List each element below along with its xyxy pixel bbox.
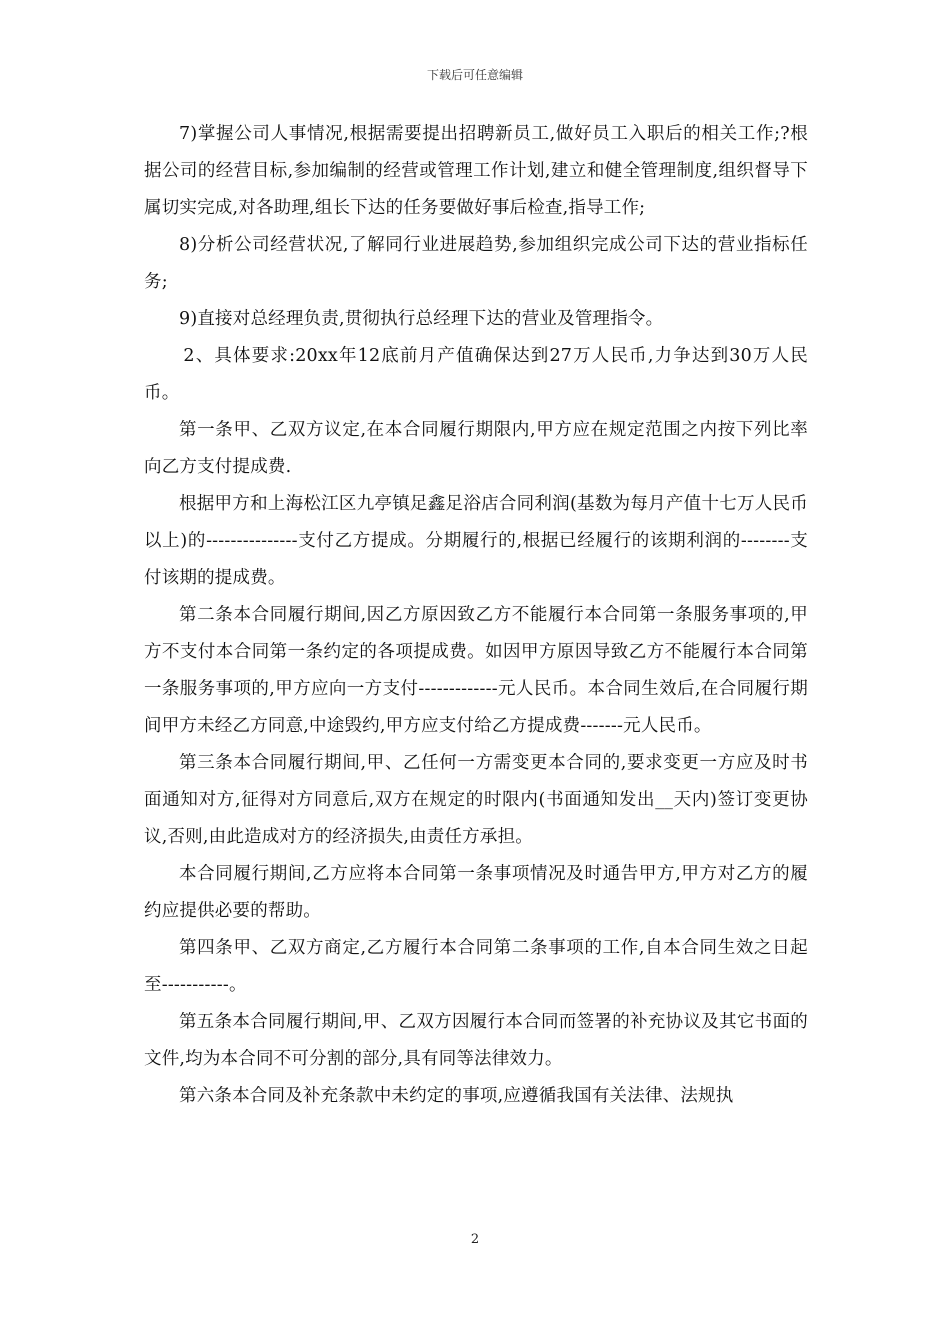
paragraph-item-8: 8)分析公司经营状况,了解同行业进展趋势,参加组织完成公司下达的营业指标任务;: [144, 235, 808, 292]
paragraph-article-4: 第四条甲、乙双方商定,乙方履行本合同第二条事项的工作,自本合同生效之日起至-----------。: [144, 938, 808, 995]
page-header: 下载后可任意编辑: [426, 68, 523, 82]
paragraph-profit-basis: 根据甲方和上海松江区九亭镇足鑫足浴店合同利润(基数为每月产值十七万人民币以上)的---------------支付乙方提成。分期履行的,根据已经履行的该期利润的--------支付该期的提成费。: [144, 494, 808, 588]
paragraph-notification: 本合同履行期间,乙方应将本合同第一条事项情况及时通告甲方,甲方对乙方的履约应提供必要的帮助。: [144, 864, 808, 921]
paragraph-article-2: 第二条本合同履行期间,因乙方原因致乙方不能履行本合同第一条服务事项的,甲方不支付本合同第一条约定的各项提成费。如因甲方原因导致乙方不能履行本合同第一条服务事项的,甲方应向一方支付-------------元人民币。本合同生效后,在合同履行期间甲方未经乙方同意,中途毁约,甲方应支付给乙方提成费-------元人民币。: [144, 605, 808, 736]
paragraph-article-5: 第五条本合同履行期间,甲、乙双方因履行本合同而签署的补充协议及其它书面的文件,均为本合同不可分割的部分,具有同等法律效力。: [144, 1012, 808, 1069]
paragraph-article-6: 第六条本合同及补充条款中未约定的事项,应遵循我国有关法律、法规执: [179, 1086, 734, 1106]
paragraph-article-3: 第三条本合同履行期间,甲、乙任何一方需变更本合同的,要求变更一方应及时书面通知对方,征得对方同意后,双方在规定的时限内(书面通知发出__天内)签订变更协议,否则,由此造成对方的经济损失,由责任方承担。: [144, 753, 808, 847]
paragraph-article-1: 第一条甲、乙双方议定,在本合同履行期限内,甲方应在规定范围之内按下列比率向乙方支付提成费.: [144, 420, 808, 477]
document-body: [144, 116, 808, 1115]
paragraph-item-9: 9)直接对总经理负责,贯彻执行总经理下达的营业及管理指令。: [179, 309, 664, 329]
paragraph-specific-requirements: 2、具体要求:20xx年12底前月产值确保达到27万人民币,力争达到30万人民币。: [144, 346, 808, 403]
page-number: 2: [470, 1232, 480, 1247]
paragraph-item-7: 7)掌握公司人事情况,根据需要提出招聘新员工,做好员工入职后的相关工作;?根据公司的经营目标,参加编制的经营或管理工作计划,建立和健全管理制度,组织督导下属切实完成,对各助理,组长下达的任务要做好事后检查,指导工作;: [144, 124, 808, 218]
